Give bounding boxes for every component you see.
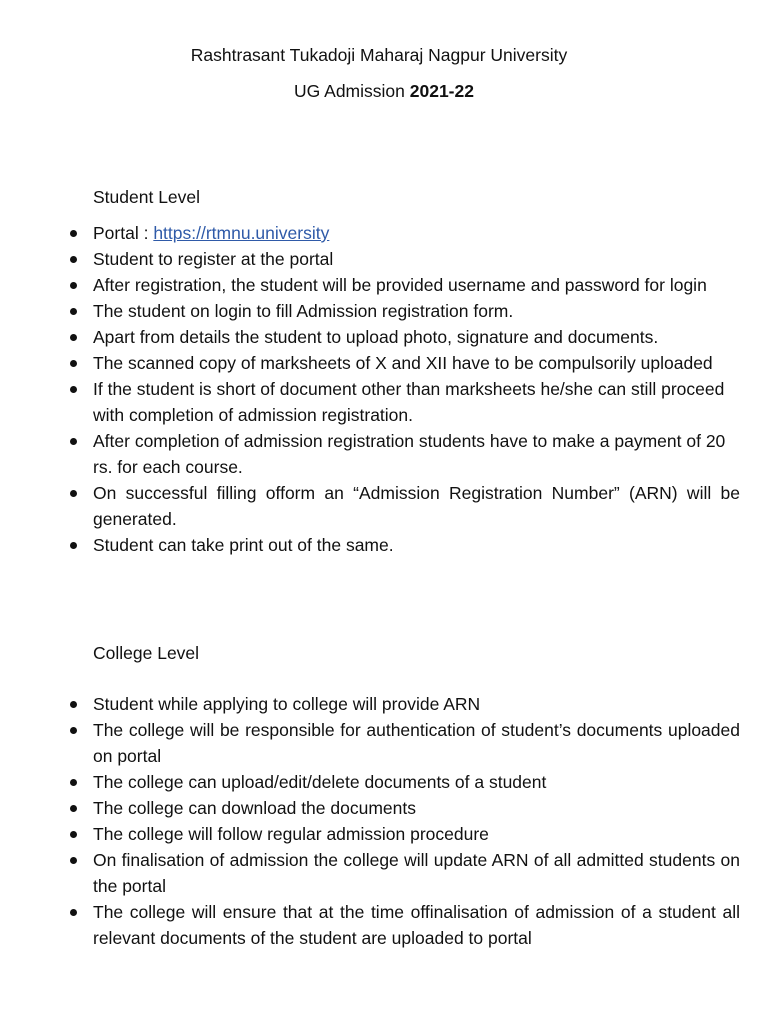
list-item (0, 246, 740, 272)
bullet-icon (70, 282, 77, 289)
list-item (0, 272, 740, 298)
list-item-text: The college will ensure that at the time offinalisation of admission of a student all relevant documents of the student are uploaded to portal (93, 902, 740, 948)
list-item-text: The college can upload/edit/delete documents of a student (93, 772, 547, 792)
portal-label: Portal : (93, 223, 154, 243)
list-item-text: Student while applying to college will provide ARN (93, 694, 481, 714)
bullet-icon (70, 360, 77, 367)
bullet-icon (70, 727, 77, 734)
college-level-heading: College Level (93, 643, 200, 663)
college-level-list (0, 691, 768, 951)
list-item-text: Student can take print out of the same. (93, 535, 394, 555)
admission-title (0, 80, 768, 102)
bullet-icon (70, 438, 77, 445)
bullet-icon (70, 334, 77, 341)
list-item-text: Student to register at the portal (93, 249, 334, 269)
bullet-icon (70, 256, 77, 263)
list-item-portal (0, 220, 740, 246)
list-item (0, 847, 740, 899)
list-item-text: After completion of admission registration students have to make a payment of 20 rs. for each course. (93, 431, 726, 477)
list-item (0, 717, 740, 769)
list-item-text: The college can download the documents (93, 798, 416, 818)
bullet-icon (70, 857, 77, 864)
list-item-text: On successful filling ofform an “Admission Registration Number” (ARN) will be generated. (93, 483, 740, 529)
bullet-icon (70, 308, 77, 315)
list-item (0, 795, 740, 821)
list-item-text: The scanned copy of marksheets of X and XII have to be compulsorily uploaded (93, 353, 713, 373)
list-item (0, 480, 740, 532)
admission-prefix: UG Admission (294, 81, 405, 101)
bullet-icon (70, 779, 77, 786)
bullet-icon (70, 386, 77, 393)
bullet-icon (70, 831, 77, 838)
list-item (0, 532, 740, 558)
bullet-icon (70, 805, 77, 812)
bullet-icon (70, 701, 77, 708)
bullet-icon (70, 909, 77, 916)
list-item (0, 691, 740, 717)
list-item (0, 428, 740, 480)
list-item-text: If the student is short of document other than marksheets he/she can still proceed with completion of admission registration. (93, 379, 725, 425)
portal-link[interactable]: https://rtmnu.university (153, 223, 330, 243)
list-item (0, 324, 740, 350)
list-item-text: On finalisation of admission the college will update ARN of all admitted students on the portal (93, 850, 740, 896)
bullet-icon (70, 230, 77, 237)
student-level-heading: Student Level (93, 187, 201, 207)
list-item-text: Apart from details the student to upload photo, signature and documents. (93, 327, 659, 347)
list-item-text: After registration, the student will be provided username and password for login (93, 275, 707, 295)
list-item-text: The college will follow regular admission procedure (93, 824, 489, 844)
student-level-list (0, 220, 768, 558)
list-item-text: The student on login to fill Admission registration form. (93, 301, 514, 321)
university-title: Rashtrasant Tukadoji Maharaj Nagpur University (190, 45, 568, 65)
list-item (0, 769, 740, 795)
list-item (0, 350, 740, 376)
list-item (0, 821, 740, 847)
list-item (0, 376, 740, 428)
admission-year: 2021-22 (409, 81, 474, 101)
list-item (0, 298, 740, 324)
list-item-text: The college will be responsible for authentication of student’s documents uploaded on portal (93, 720, 740, 766)
list-item (0, 899, 740, 951)
bullet-icon (70, 542, 77, 549)
bullet-icon (70, 490, 77, 497)
